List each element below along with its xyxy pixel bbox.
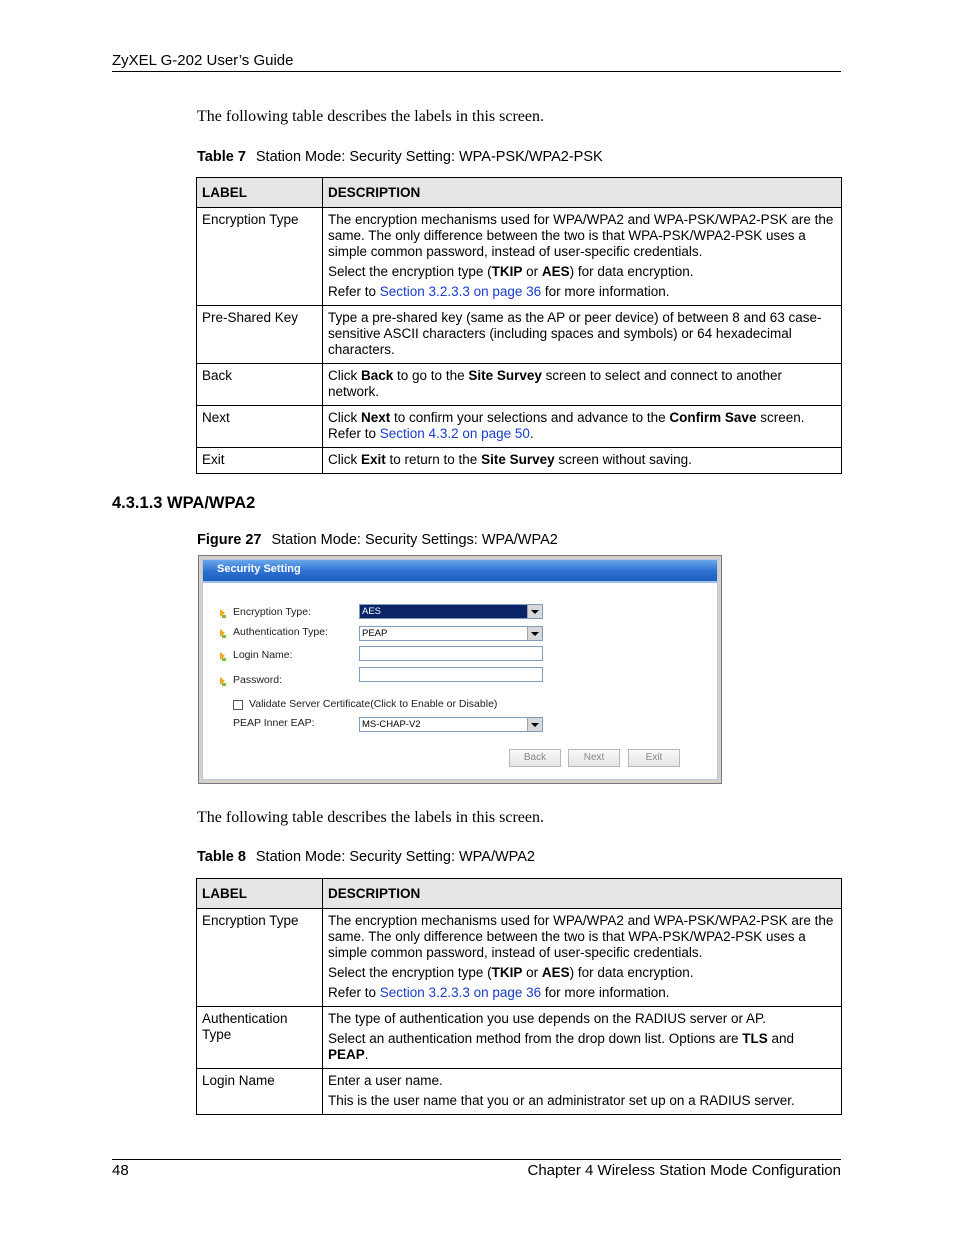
next-button[interactable]: Next [568, 749, 620, 767]
security-setting-screenshot [198, 555, 722, 784]
desc-text: Refer to Section 3.2.3.3 on page 36 for more information. [328, 284, 670, 299]
row-description [323, 208, 842, 306]
row-label: Pre-Shared Key [197, 306, 323, 364]
table8-caption-text: Station Mode: Security Setting: WPA/WPA2 [255, 849, 535, 865]
figure27-caption-text: Station Mode: Security Settings: WPA/WPA2 [271, 532, 558, 548]
intro-paragraph: The following table describes the labels in this screen. [197, 809, 545, 826]
table7-caption-text: Station Mode: Security Setting: WPA-PSK/WPA2-PSK [255, 149, 603, 165]
password-label: Password: [233, 674, 283, 686]
peap-inner-eap-label: PEAP Inner EAP: [233, 717, 315, 729]
row-description: The type of authentication you use depends on the RADIUS server or AP. Select an authentication method from the drop down list. Options are TLS and PEAP. [323, 1007, 842, 1069]
header-rule [112, 71, 841, 72]
row-description: Type a pre-shared key (same as the AP or peer device) of between 8 and 63 case-sensitive ASCII characters (including spaces and symbols) or 64 hexadecimal characters. [323, 306, 842, 364]
running-header: ZyXEL G-202 User’s Guide [112, 52, 294, 69]
table-row [197, 448, 842, 474]
security-setting-panel [202, 559, 718, 780]
row-description: Click Next to confirm your selections and advance to the Confirm Save screen. Refer to Section 4.3.2 on page 50. [323, 406, 842, 448]
desc-text: Select the encryption type (TKIP or AES) for data encryption. [328, 264, 694, 279]
row-description: Enter a user name. This is the user name that you or an administrator set up on a RADIUS server. [323, 1069, 842, 1115]
row-description: Click Exit to return to the Site Survey screen without saving. [323, 448, 842, 474]
row-description: The encryption mechanisms used for WPA/WPA2 and WPA-PSK/WPA2-PSK are the same. The only difference between the two is that WPA-PSK/WPA2-PSK uses a simple common password, instead of user-specific credentials. Select the encryption type (TKIP or AES) for data encryption. Refer to Section 3.2.3.3 on page 36 for more information. [323, 909, 842, 1007]
section-link[interactable]: Section 3.2.3.3 on page 36 [379, 985, 542, 1000]
table8 [196, 878, 842, 1115]
peap-inner-eap-select[interactable] [359, 717, 543, 732]
table8-caption-number: Table 8 [197, 849, 246, 865]
col-header-label: LABEL [197, 879, 323, 909]
section-link[interactable]: Section 4.3.2 on page 50 [379, 426, 530, 441]
authentication-type-value: PEAP [362, 628, 388, 639]
authentication-type-label: Authentication Type: [233, 626, 328, 638]
table-row [197, 1069, 842, 1115]
desc-text: The encryption mechanisms used for WPA/WPA2 and WPA-PSK/WPA2-PSK are the same. The only difference between the two is that WPA-PSK/WPA2-PSK uses a simple common password, instead of user-specific credentials. [328, 212, 834, 259]
bullet-icon [220, 652, 228, 661]
authentication-type-select[interactable] [359, 626, 543, 641]
table-header-row [197, 178, 842, 208]
row-label: Next [197, 406, 323, 448]
row-label: Encryption Type [197, 909, 323, 1007]
peap-inner-eap-value: MS-CHAP-V2 [362, 719, 421, 730]
chapter-title: Chapter 4 Wireless Station Mode Configuration [527, 1162, 841, 1179]
login-name-label: Login Name: [233, 649, 293, 661]
table-row [197, 364, 842, 406]
bullet-icon [220, 609, 228, 618]
encryption-type-value: AES [362, 606, 382, 617]
password-input[interactable] [359, 667, 543, 682]
exit-button[interactable]: Exit [628, 749, 680, 767]
figure27-caption [197, 532, 558, 548]
chevron-down-icon[interactable] [527, 605, 542, 618]
intro-paragraph: The following table describes the labels in this screen. [197, 108, 545, 125]
table7-caption [197, 149, 603, 165]
validate-certificate-checkbox[interactable] [233, 700, 243, 710]
encryption-type-label: Encryption Type: [233, 606, 312, 618]
table8-caption [197, 849, 535, 865]
table-row [197, 1007, 842, 1069]
col-header-description: DESCRIPTION [323, 879, 842, 909]
table-row [197, 208, 842, 306]
row-label: Back [197, 364, 323, 406]
row-label: Login Name [197, 1069, 323, 1115]
chevron-down-icon[interactable] [527, 718, 542, 731]
table7-caption-number: Table 7 [197, 149, 246, 165]
row-label: Exit [197, 448, 323, 474]
login-name-input[interactable] [359, 646, 543, 661]
validate-certificate-label: Validate Server Certificate(Click to Enable or Disable) [249, 698, 498, 710]
row-label: Authentication Type [197, 1007, 323, 1069]
bullet-icon [220, 629, 228, 638]
table-row [197, 306, 842, 364]
col-header-label: LABEL [197, 178, 323, 208]
footer-rule [112, 1159, 841, 1160]
page-number: 48 [112, 1162, 129, 1179]
back-button[interactable]: Back [509, 749, 561, 767]
table-header-row [197, 879, 842, 909]
section-heading: 4.3.1.3 WPA/WPA2 [112, 494, 256, 512]
bullet-icon [220, 677, 228, 686]
chevron-down-icon[interactable] [527, 627, 542, 640]
encryption-type-select[interactable] [359, 604, 543, 619]
title-bar-underline [203, 581, 717, 583]
figure27-caption-number: Figure 27 [197, 532, 262, 548]
table7 [196, 177, 842, 474]
panel-title-bar: Security Setting [203, 560, 717, 581]
col-header-description: DESCRIPTION [323, 178, 842, 208]
table-row [197, 909, 842, 1007]
row-label: Encryption Type [197, 208, 323, 306]
section-link[interactable]: Section 3.2.3.3 on page 36 [379, 284, 542, 299]
row-description: Click Back to go to the Site Survey screen to select and connect to another network. [323, 364, 842, 406]
table-row [197, 406, 842, 448]
